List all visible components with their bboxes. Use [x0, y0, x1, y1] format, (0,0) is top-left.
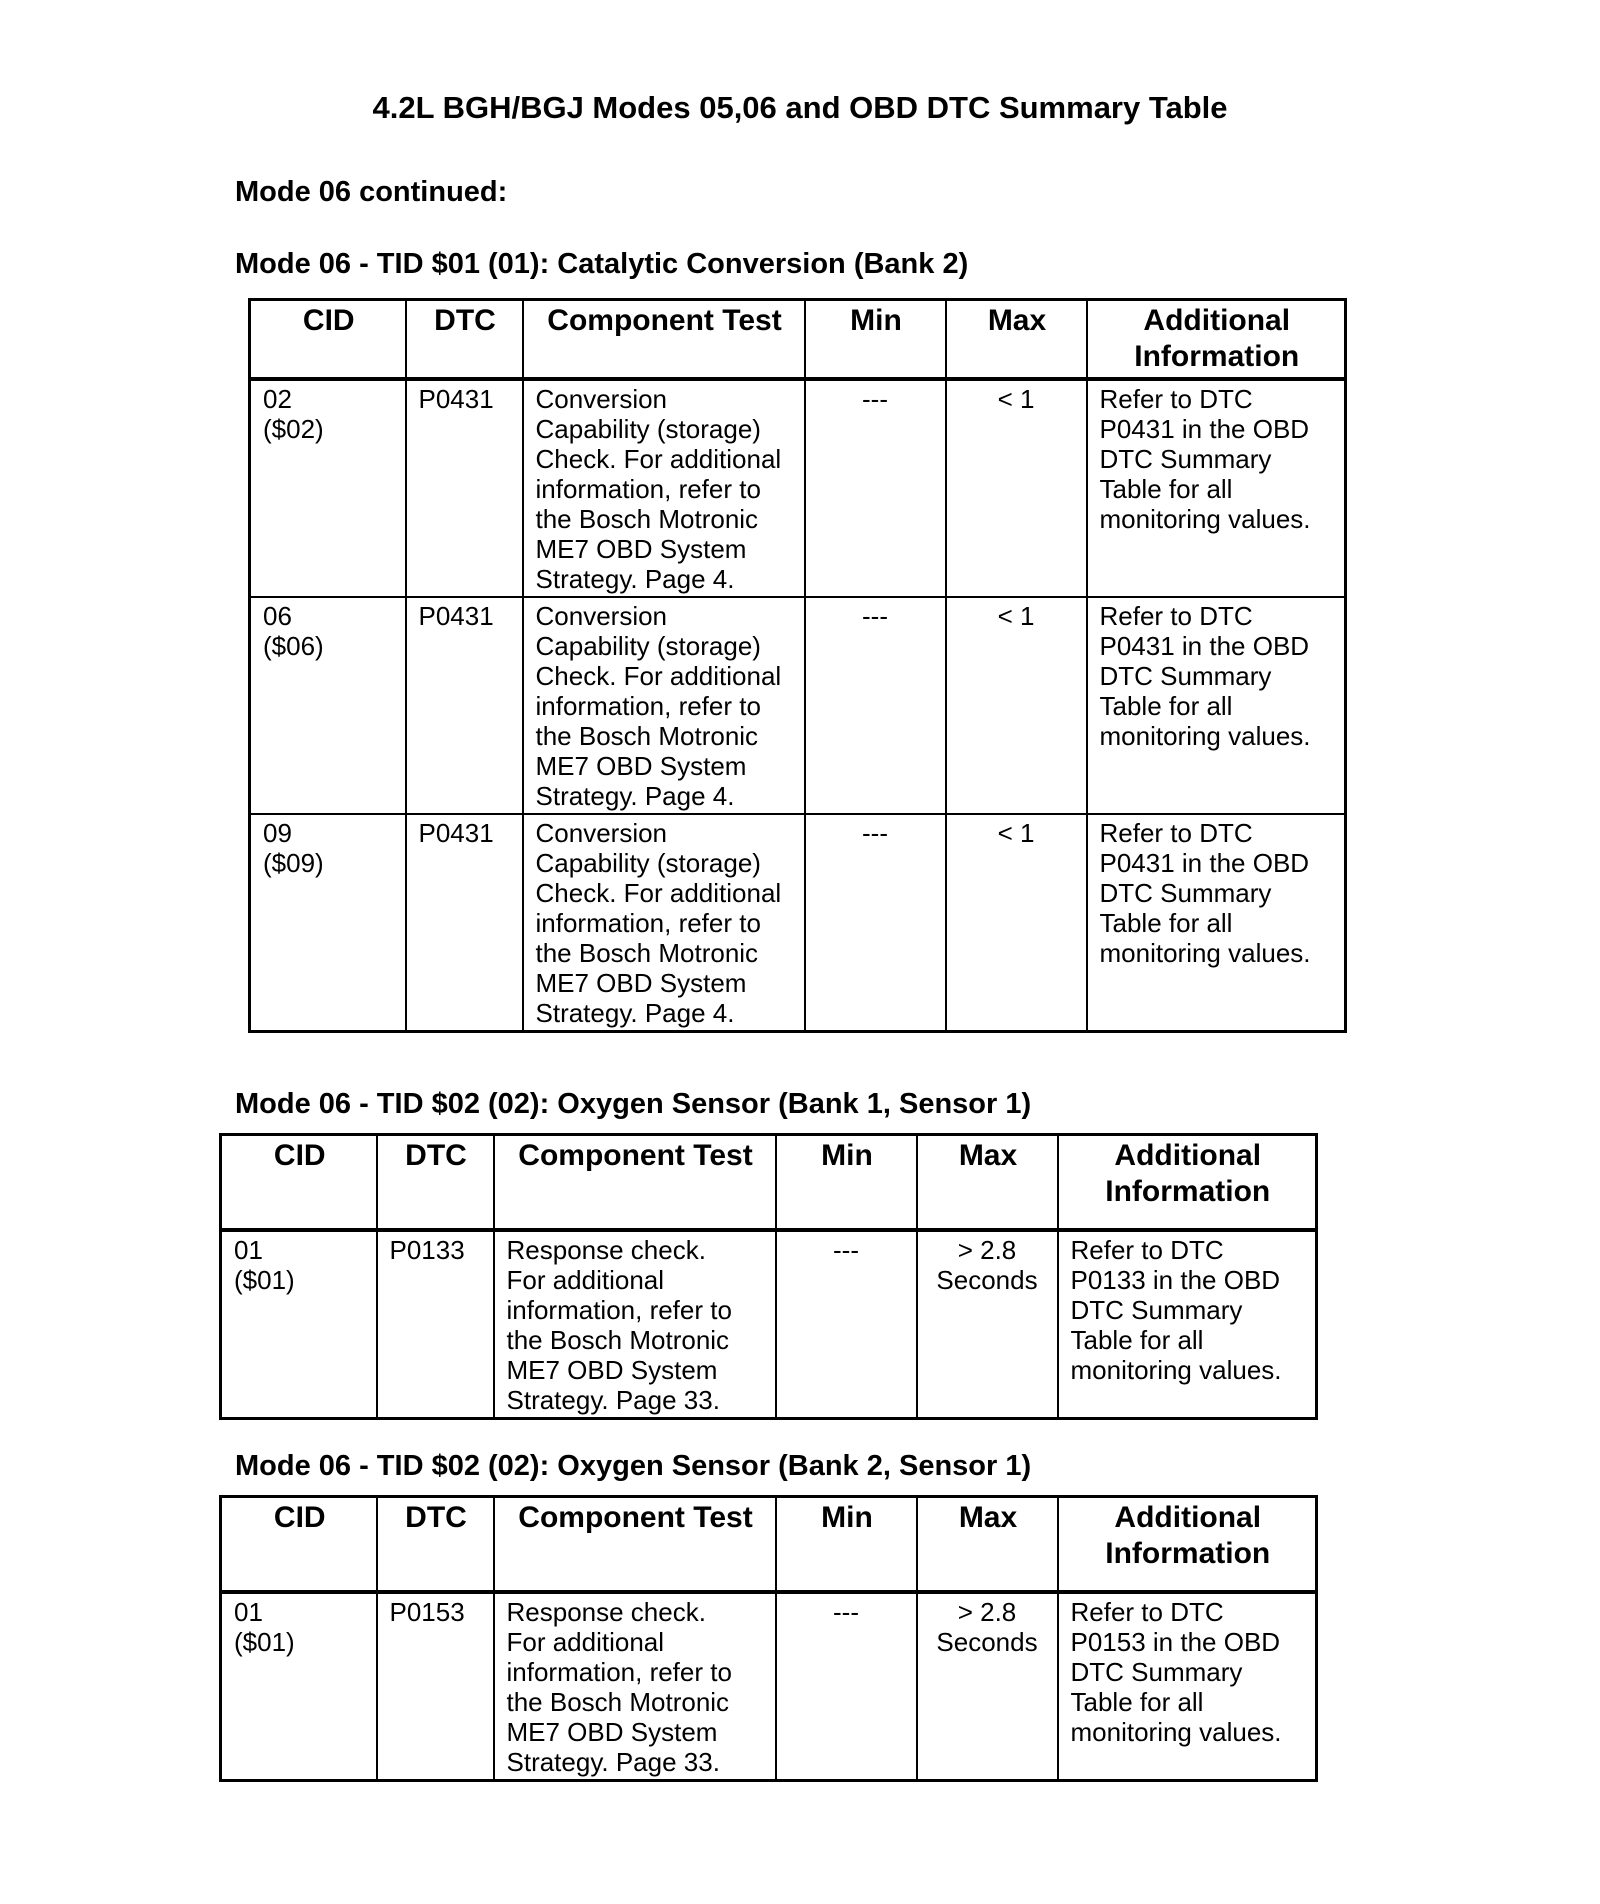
cell-min: ---: [805, 597, 946, 814]
col-header-component-test: Component Test: [523, 300, 805, 380]
cell-component-test: Response check. For additional information, refer to the Bosch Motronic ME7 OBD System Strategy. Page 33.: [494, 1230, 776, 1419]
cell-max: < 1: [946, 814, 1087, 1032]
col-header-additional-info: Additional Information: [1087, 300, 1346, 380]
cell-dtc: P0153: [377, 1592, 494, 1781]
col-header-dtc: DTC: [377, 1497, 494, 1592]
cell-max: > 2.8 Seconds: [917, 1592, 1058, 1781]
col-header-cid: CID: [250, 300, 406, 380]
table-2-heading: Mode 06 - TID $02 (02): Oxygen Sensor (Bank 1, Sensor 1): [235, 1088, 1032, 1120]
cell-cid: 02 ($02): [250, 379, 406, 597]
cell-dtc: P0431: [406, 597, 523, 814]
cell-min: ---: [776, 1230, 917, 1419]
cell-additional-info: Refer to DTC P0431 in the OBD DTC Summary Table for all monitoring values.: [1087, 814, 1346, 1032]
col-header-max: Max: [917, 1135, 1058, 1230]
table-row: [250, 814, 1346, 1032]
page-title: 4.2L BGH/BGJ Modes 05,06 and OBD DTC Summary Table: [372, 90, 1228, 125]
col-header-additional-info: Additional Information: [1058, 1135, 1317, 1230]
cell-dtc: P0431: [406, 379, 523, 597]
cell-max: < 1: [946, 379, 1087, 597]
col-header-min: Min: [776, 1135, 917, 1230]
col-header-dtc: DTC: [377, 1135, 494, 1230]
continued-heading: Mode 06 continued:: [235, 176, 508, 208]
cell-component-test: Conversion Capability (storage) Check. For additional information, refer to the Bosch Motronic ME7 OBD System Strategy. Page 4.: [523, 379, 805, 597]
table-2-header-row: [221, 1135, 1317, 1230]
cell-additional-info: Refer to DTC P0153 in the OBD DTC Summary Table for all monitoring values.: [1058, 1592, 1317, 1781]
cell-cid: 01 ($01): [221, 1230, 377, 1419]
cell-component-test: Conversion Capability (storage) Check. For additional information, refer to the Bosch Motronic ME7 OBD System Strategy. Page 4.: [523, 597, 805, 814]
table-1-heading: Mode 06 - TID $01 (01): Catalytic Conversion (Bank 2): [235, 248, 969, 280]
table-3-header-row: [221, 1497, 1317, 1592]
cell-dtc: P0431: [406, 814, 523, 1032]
cell-additional-info: Refer to DTC P0133 in the OBD DTC Summary Table for all monitoring values.: [1058, 1230, 1317, 1419]
cell-additional-info: Refer to DTC P0431 in the OBD DTC Summary Table for all monitoring values.: [1087, 597, 1346, 814]
table-1-header-row: [250, 300, 1346, 380]
table-row: [221, 1592, 1317, 1781]
table-1: [248, 298, 1347, 1033]
cell-max: > 2.8 Seconds: [917, 1230, 1058, 1419]
col-header-max: Max: [946, 300, 1087, 380]
col-header-min: Min: [776, 1497, 917, 1592]
col-header-min: Min: [805, 300, 946, 380]
cell-min: ---: [805, 814, 946, 1032]
col-header-component-test: Component Test: [494, 1497, 776, 1592]
cell-min: ---: [805, 379, 946, 597]
cell-cid: 01 ($01): [221, 1592, 377, 1781]
table-row: [221, 1230, 1317, 1419]
table-row: [250, 379, 1346, 597]
col-header-cid: CID: [221, 1497, 377, 1592]
col-header-dtc: DTC: [406, 300, 523, 380]
col-header-max: Max: [917, 1497, 1058, 1592]
col-header-component-test: Component Test: [494, 1135, 776, 1230]
col-header-cid: CID: [221, 1135, 377, 1230]
col-header-additional-info: Additional Information: [1058, 1497, 1317, 1592]
cell-min: ---: [776, 1592, 917, 1781]
table-row: [250, 597, 1346, 814]
cell-cid: 09 ($09): [250, 814, 406, 1032]
cell-component-test: Response check. For additional information, refer to the Bosch Motronic ME7 OBD System Strategy. Page 33.: [494, 1592, 776, 1781]
cell-max: < 1: [946, 597, 1087, 814]
cell-component-test: Conversion Capability (storage) Check. For additional information, refer to the Bosch Motronic ME7 OBD System Strategy. Page 4.: [523, 814, 805, 1032]
cell-dtc: P0133: [377, 1230, 494, 1419]
table-3: [219, 1495, 1318, 1782]
table-3-heading: Mode 06 - TID $02 (02): Oxygen Sensor (Bank 2, Sensor 1): [235, 1450, 1032, 1482]
table-2: [219, 1133, 1318, 1420]
cell-cid: 06 ($06): [250, 597, 406, 814]
cell-additional-info: Refer to DTC P0431 in the OBD DTC Summary Table for all monitoring values.: [1087, 379, 1346, 597]
